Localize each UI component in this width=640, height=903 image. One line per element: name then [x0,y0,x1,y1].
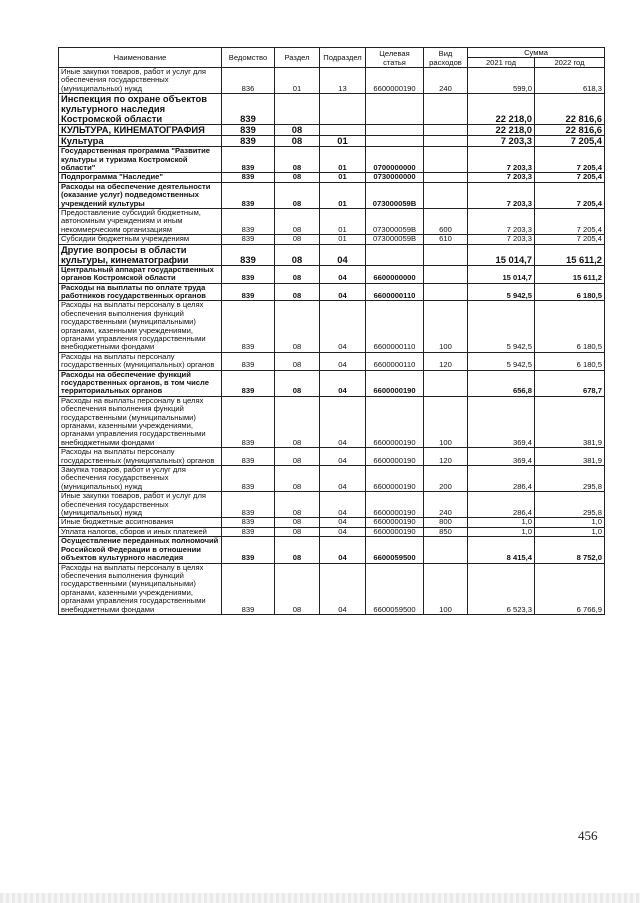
row-section: 08 [275,182,320,208]
row-sum-2022: 6 180,5 [535,352,605,370]
table-row [59,265,605,283]
table-row [59,563,605,614]
row-name: Расходы на выплаты по оплате труда работников государственных органов [59,283,222,301]
row-target: 6600000190 [366,492,424,518]
row-section: 08 [275,370,320,396]
row-target: 6600000110 [366,301,424,352]
row-section: 08 [275,147,320,173]
table-row [59,466,605,492]
row-target: 6600000110 [366,283,424,301]
row-section: 08 [275,563,320,614]
row-name: Уплата налогов, сборов и иных платежей [59,527,222,536]
row-dept: 839 [222,147,275,173]
row-sum-2022: 6 180,5 [535,301,605,352]
row-sum-2021: 1,0 [468,527,535,536]
row-sum-2022: 22 816,6 [535,94,605,125]
row-sum-2022: 7 205,4 [535,173,605,182]
table-row [59,518,605,527]
header-type: Вид расходов [424,48,468,68]
row-subsection: 01 [320,182,366,208]
row-dept: 839 [222,265,275,283]
row-type [424,265,468,283]
row-subsection: 01 [320,147,366,173]
row-dept: 839 [222,209,275,235]
row-target: 6600000190 [366,448,424,466]
row-sum-2021: 7 203,3 [468,235,535,244]
row-target: 073000059В [366,182,424,208]
row-type: 100 [424,301,468,352]
row-sum-2022: 8 752,0 [535,537,605,563]
row-type: 200 [424,466,468,492]
row-name: Государственная программа "Развитие культуры и туризма Костромской области" [59,147,222,173]
row-dept: 839 [222,518,275,527]
row-type: 120 [424,448,468,466]
row-sum-2021: 7 203,3 [468,182,535,208]
row-dept: 836 [222,68,275,94]
row-name: Расходы на выплаты персоналу государственных (муниципальных) органов [59,352,222,370]
row-type [424,370,468,396]
row-name: Иные закупки товаров, работ и услуг для обеспечения государственных (муниципальных) нужд [59,492,222,518]
row-sum-2021: 369,4 [468,396,535,447]
row-target: 6600059500 [366,563,424,614]
row-sum-2022: 7 205,4 [535,182,605,208]
row-dept: 839 [222,94,275,125]
row-target [366,244,424,265]
table-row [59,125,605,136]
row-name: Другие вопросы в области культуры, кинематографии [59,244,222,265]
row-section: 08 [275,265,320,283]
table-row [59,68,605,94]
row-target: 6600000190 [366,396,424,447]
row-sum-2022: 1,0 [535,518,605,527]
row-sum-2021: 5 942,5 [468,301,535,352]
row-type: 800 [424,518,468,527]
row-dept: 839 [222,448,275,466]
row-section: 08 [275,209,320,235]
row-target: 6600000110 [366,352,424,370]
row-dept: 839 [222,352,275,370]
row-name: Подпрограмма "Наследие" [59,173,222,182]
row-target: 073000059В [366,209,424,235]
row-subsection: 01 [320,209,366,235]
row-section [275,94,320,125]
row-dept: 839 [222,283,275,301]
row-section: 08 [275,396,320,447]
row-subsection: 04 [320,537,366,563]
scan-bottom-edge [0,893,640,903]
row-sum-2022: 7 205,4 [535,147,605,173]
row-subsection: 04 [320,352,366,370]
row-target: 6600000190 [366,466,424,492]
row-sum-2022: 1,0 [535,527,605,536]
row-sum-2021: 15 014,7 [468,265,535,283]
row-target [366,125,424,136]
row-dept: 839 [222,182,275,208]
row-section: 01 [275,68,320,94]
row-dept: 839 [222,492,275,518]
row-dept: 839 [222,125,275,136]
row-type [424,125,468,136]
row-dept: 839 [222,466,275,492]
row-section: 08 [275,301,320,352]
row-name: КУЛЬТУРА, КИНЕМАТОГРАФИЯ [59,125,222,136]
row-type: 240 [424,492,468,518]
row-subsection: 04 [320,448,366,466]
row-sum-2021: 7 203,3 [468,209,535,235]
row-dept: 839 [222,173,275,182]
row-type [424,94,468,125]
table-header [59,48,605,68]
row-sum-2022: 15 611,2 [535,244,605,265]
header-sum: Сумма [468,48,605,58]
row-subsection: 04 [320,301,366,352]
row-target [366,136,424,147]
budget-table-container [58,47,605,615]
table-row [59,94,605,125]
header-subsection: Подраздел [320,48,366,68]
table-row [59,173,605,182]
header-year-2021: 2021 год [468,58,535,68]
header-section: Раздел [275,48,320,68]
row-sum-2021: 7 203,3 [468,173,535,182]
row-type: 850 [424,527,468,536]
row-target: 6600059500 [366,537,424,563]
row-sum-2022: 381,9 [535,396,605,447]
row-dept: 839 [222,136,275,147]
row-subsection [320,125,366,136]
row-section: 08 [275,125,320,136]
row-sum-2021: 5 942,5 [468,283,535,301]
table-row [59,396,605,447]
row-name: Центральный аппарат государственных органов Костромской области [59,265,222,283]
row-sum-2021: 656,8 [468,370,535,396]
row-type [424,537,468,563]
row-sum-2021: 286,4 [468,492,535,518]
row-sum-2021: 7 203,3 [468,136,535,147]
row-sum-2021: 15 014,7 [468,244,535,265]
row-sum-2021: 7 203,3 [468,147,535,173]
row-sum-2021: 5 942,5 [468,352,535,370]
table-row [59,370,605,396]
row-type [424,244,468,265]
row-target: 6600000190 [366,68,424,94]
table-row [59,136,605,147]
row-subsection: 01 [320,235,366,244]
row-name: Расходы на выплаты персоналу в целях обеспечения выполнения функций государственными (муниципальными) органами, казенными учреждениями, органами управления государственными внебюджетными фондами [59,301,222,352]
row-sum-2022: 618,3 [535,68,605,94]
table-row [59,147,605,173]
row-target: 6600000000 [366,265,424,283]
row-sum-2022: 22 816,6 [535,125,605,136]
table-row [59,301,605,352]
row-target: 6600000190 [366,527,424,536]
row-type: 600 [424,209,468,235]
row-section: 08 [275,352,320,370]
row-subsection: 04 [320,396,366,447]
header-name: Наименование [59,48,222,68]
row-sum-2022: 7 205,4 [535,136,605,147]
row-name: Иные закупки товаров, работ и услуг для обеспечения государственных (муниципальных) нужд [59,68,222,94]
row-sum-2022: 7 205,4 [535,235,605,244]
row-type [424,283,468,301]
row-subsection [320,94,366,125]
row-type [424,182,468,208]
row-sum-2022: 381,9 [535,448,605,466]
table-row [59,182,605,208]
row-target: 0730000000 [366,173,424,182]
page-number: 456 [578,828,598,843]
table-row [59,527,605,536]
table-row [59,283,605,301]
row-dept: 839 [222,370,275,396]
row-section: 08 [275,492,320,518]
row-subsection: 13 [320,68,366,94]
row-type: 240 [424,68,468,94]
row-name: Расходы на выплаты персоналу государственных (муниципальных) органов [59,448,222,466]
row-section: 08 [275,518,320,527]
row-dept: 839 [222,527,275,536]
header-dept: Ведомство [222,48,275,68]
table-row [59,235,605,244]
row-target: 6600000190 [366,518,424,527]
budget-table [58,47,605,615]
row-target [366,94,424,125]
row-dept: 839 [222,563,275,614]
row-dept: 839 [222,244,275,265]
table-row [59,209,605,235]
row-sum-2021: 22 218,0 [468,125,535,136]
row-section: 08 [275,466,320,492]
row-sum-2021: 6 523,3 [468,563,535,614]
row-name: Расходы на выплаты персоналу в целях обеспечения выполнения функций государственными (муниципальными) органами, казенными учреждениями, органами управления государственными внебюджетными фондами [59,563,222,614]
row-name: Предоставление субсидий бюджетным, автономным учреждениям и иным некоммерческим организациям [59,209,222,235]
row-sum-2022: 7 205,4 [535,209,605,235]
row-name: Расходы на выплаты персоналу в целях обеспечения выполнения функций государственными (муниципальными) органами, казенными учреждениями, органами управления государственными внебюджетными фондами [59,396,222,447]
row-section: 08 [275,173,320,182]
row-type: 610 [424,235,468,244]
row-section: 08 [275,527,320,536]
row-type: 120 [424,352,468,370]
table-row [59,448,605,466]
table-body [59,68,605,615]
row-name: Субсидии бюджетным учреждениям [59,235,222,244]
header-year-2022: 2022 год [535,58,605,68]
row-subsection: 01 [320,136,366,147]
row-name: Закупка товаров, работ и услуг для обеспечения государственных (муниципальных) нужд [59,466,222,492]
row-name: Инспекция по охране объектов культурного наследия Костромской области [59,94,222,125]
table-row [59,537,605,563]
row-dept: 839 [222,396,275,447]
row-name: Расходы на обеспечение функций государственных органов, в том числе территориальных органов [59,370,222,396]
row-target: 6600000190 [366,370,424,396]
row-sum-2021: 599,0 [468,68,535,94]
row-sum-2022: 295,8 [535,492,605,518]
row-type: 100 [424,563,468,614]
row-section: 08 [275,235,320,244]
row-dept: 839 [222,537,275,563]
row-subsection: 04 [320,492,366,518]
row-target: 073000059В [366,235,424,244]
row-sum-2022: 6 766,9 [535,563,605,614]
row-sum-2022: 678,7 [535,370,605,396]
row-subsection: 04 [320,265,366,283]
row-sum-2022: 6 180,5 [535,283,605,301]
row-sum-2021: 8 415,4 [468,537,535,563]
row-subsection: 04 [320,563,366,614]
row-target: 0700000000 [366,147,424,173]
row-name: Осуществление переданных полномочий Российской Федерации в отношении объектов культурного наследия [59,537,222,563]
row-type: 100 [424,396,468,447]
table-row [59,492,605,518]
row-section: 08 [275,537,320,563]
row-type [424,136,468,147]
row-subsection: 01 [320,173,366,182]
row-section: 08 [275,136,320,147]
row-subsection: 04 [320,283,366,301]
row-section: 08 [275,244,320,265]
header-target: Целевая статья [366,48,424,68]
row-sum-2021: 369,4 [468,448,535,466]
row-name: Иные бюджетные ассигнования [59,518,222,527]
row-dept: 839 [222,235,275,244]
row-subsection: 04 [320,518,366,527]
row-section: 08 [275,448,320,466]
row-sum-2021: 1,0 [468,518,535,527]
row-sum-2022: 295,8 [535,466,605,492]
row-subsection: 04 [320,370,366,396]
row-dept: 839 [222,301,275,352]
row-sum-2022: 15 611,2 [535,265,605,283]
row-subsection: 04 [320,527,366,536]
row-subsection: 04 [320,244,366,265]
row-name: Расходы на обеспечение деятельности (оказание услуг) подведомственных учреждений культуры [59,182,222,208]
row-sum-2021: 22 218,0 [468,94,535,125]
row-sum-2021: 286,4 [468,466,535,492]
row-name: Культура [59,136,222,147]
row-section: 08 [275,283,320,301]
table-row [59,244,605,265]
row-type [424,147,468,173]
row-type [424,173,468,182]
row-subsection: 04 [320,466,366,492]
table-row [59,352,605,370]
